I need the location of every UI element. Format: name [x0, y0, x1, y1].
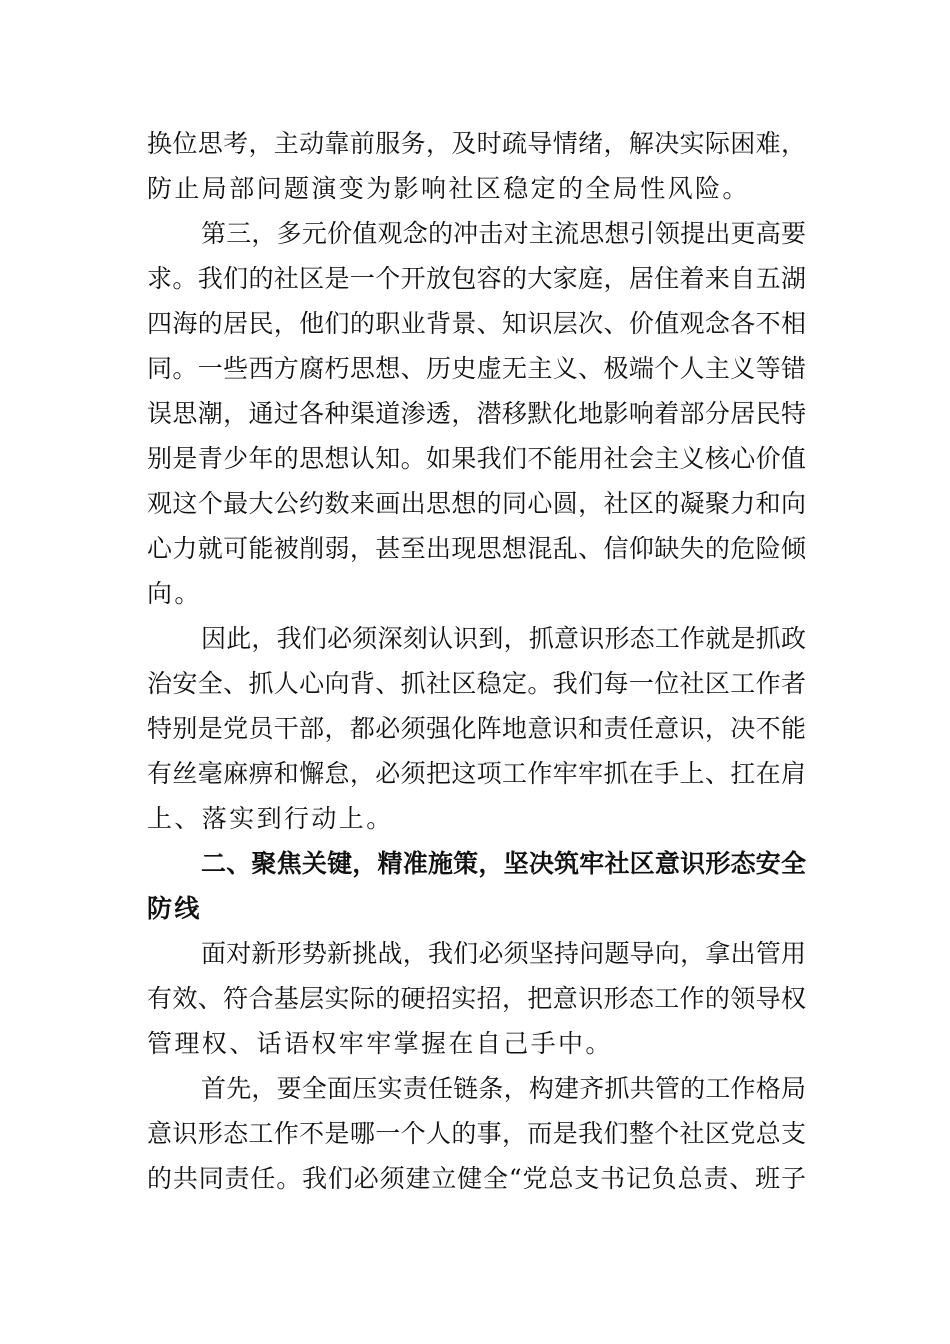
text-line: 二、聚焦关键，精准施策，坚决筑牢社区意识形态安全: [201, 849, 806, 878]
paragraph: [147, 1066, 806, 1201]
paragraph: [147, 121, 806, 211]
section-heading: [147, 841, 806, 931]
text-line: 向。: [147, 579, 202, 608]
text-line: 误思潮，通过各种渠道渗透，潜移默化地影响着部分居民特: [147, 399, 806, 428]
text-line: 有效、符合基层实际的硬招实招，把意识形态工作的领导权: [147, 984, 806, 1013]
text-line: 首先，要全面压实责任链条，构建齐抓共管的工作格局: [201, 1074, 806, 1103]
text-line: 别是青少年的思想认知。如果我们不能用社会主义核心价值: [147, 444, 806, 473]
text-line: 面对新形势新挑战，我们必须坚持问题导向，拿出管用: [201, 939, 806, 968]
text-line: 意识形态工作不是哪一个人的事，而是我们整个社区党总支: [147, 1119, 806, 1148]
text-line: 的共同责任。我们必须建立健全“党总支书记负总责、班子: [147, 1164, 806, 1193]
text-line: 第三，多元价值观念的冲击对主流思想引领提出更高要: [201, 219, 806, 248]
text-line: 同。一些西方腐朽思想、历史虚无主义、极端个人主义等错: [147, 354, 806, 383]
text-line: 心力就可能被削弱，甚至出现思想混乱、信仰缺失的危险倾: [147, 534, 806, 563]
text-line: 特别是党员干部，都必须强化阵地意识和责任意识，决不能: [147, 714, 806, 743]
text-line: 四海的居民，他们的职业背景、知识层次、价值观念各不相: [147, 309, 806, 338]
document-page: [147, 121, 806, 1201]
text-line: 观这个最大公约数来画出思想的同心圆，社区的凝聚力和向: [147, 489, 806, 518]
text-line: 求。我们的社区是一个开放包容的大家庭，居住着来自五湖: [147, 264, 806, 293]
paragraph: [147, 616, 806, 841]
text-line: 换位思考，主动靠前服务，及时疏导情绪，解决实际困难，: [147, 129, 806, 158]
text-line: 管理权、话语权牢牢掌握在自己手中。: [147, 1029, 613, 1058]
text-line: 上、落实到行动上。: [147, 804, 394, 833]
text-line: 防止局部问题演变为影响社区稳定的全局性风险。: [147, 174, 750, 203]
text-line: 有丝毫麻痹和懈怠，必须把这项工作牢牢抓在手上、扛在肩: [147, 759, 806, 788]
paragraph: [147, 931, 806, 1066]
paragraph: [147, 211, 806, 616]
text-line: 因此，我们必须深刻认识到，抓意识形态工作就是抓政: [201, 624, 806, 653]
text-line: 治安全、抓人心向背、抓社区稳定。我们每一位社区工作者: [147, 669, 806, 698]
text-line: 防线: [147, 894, 202, 923]
